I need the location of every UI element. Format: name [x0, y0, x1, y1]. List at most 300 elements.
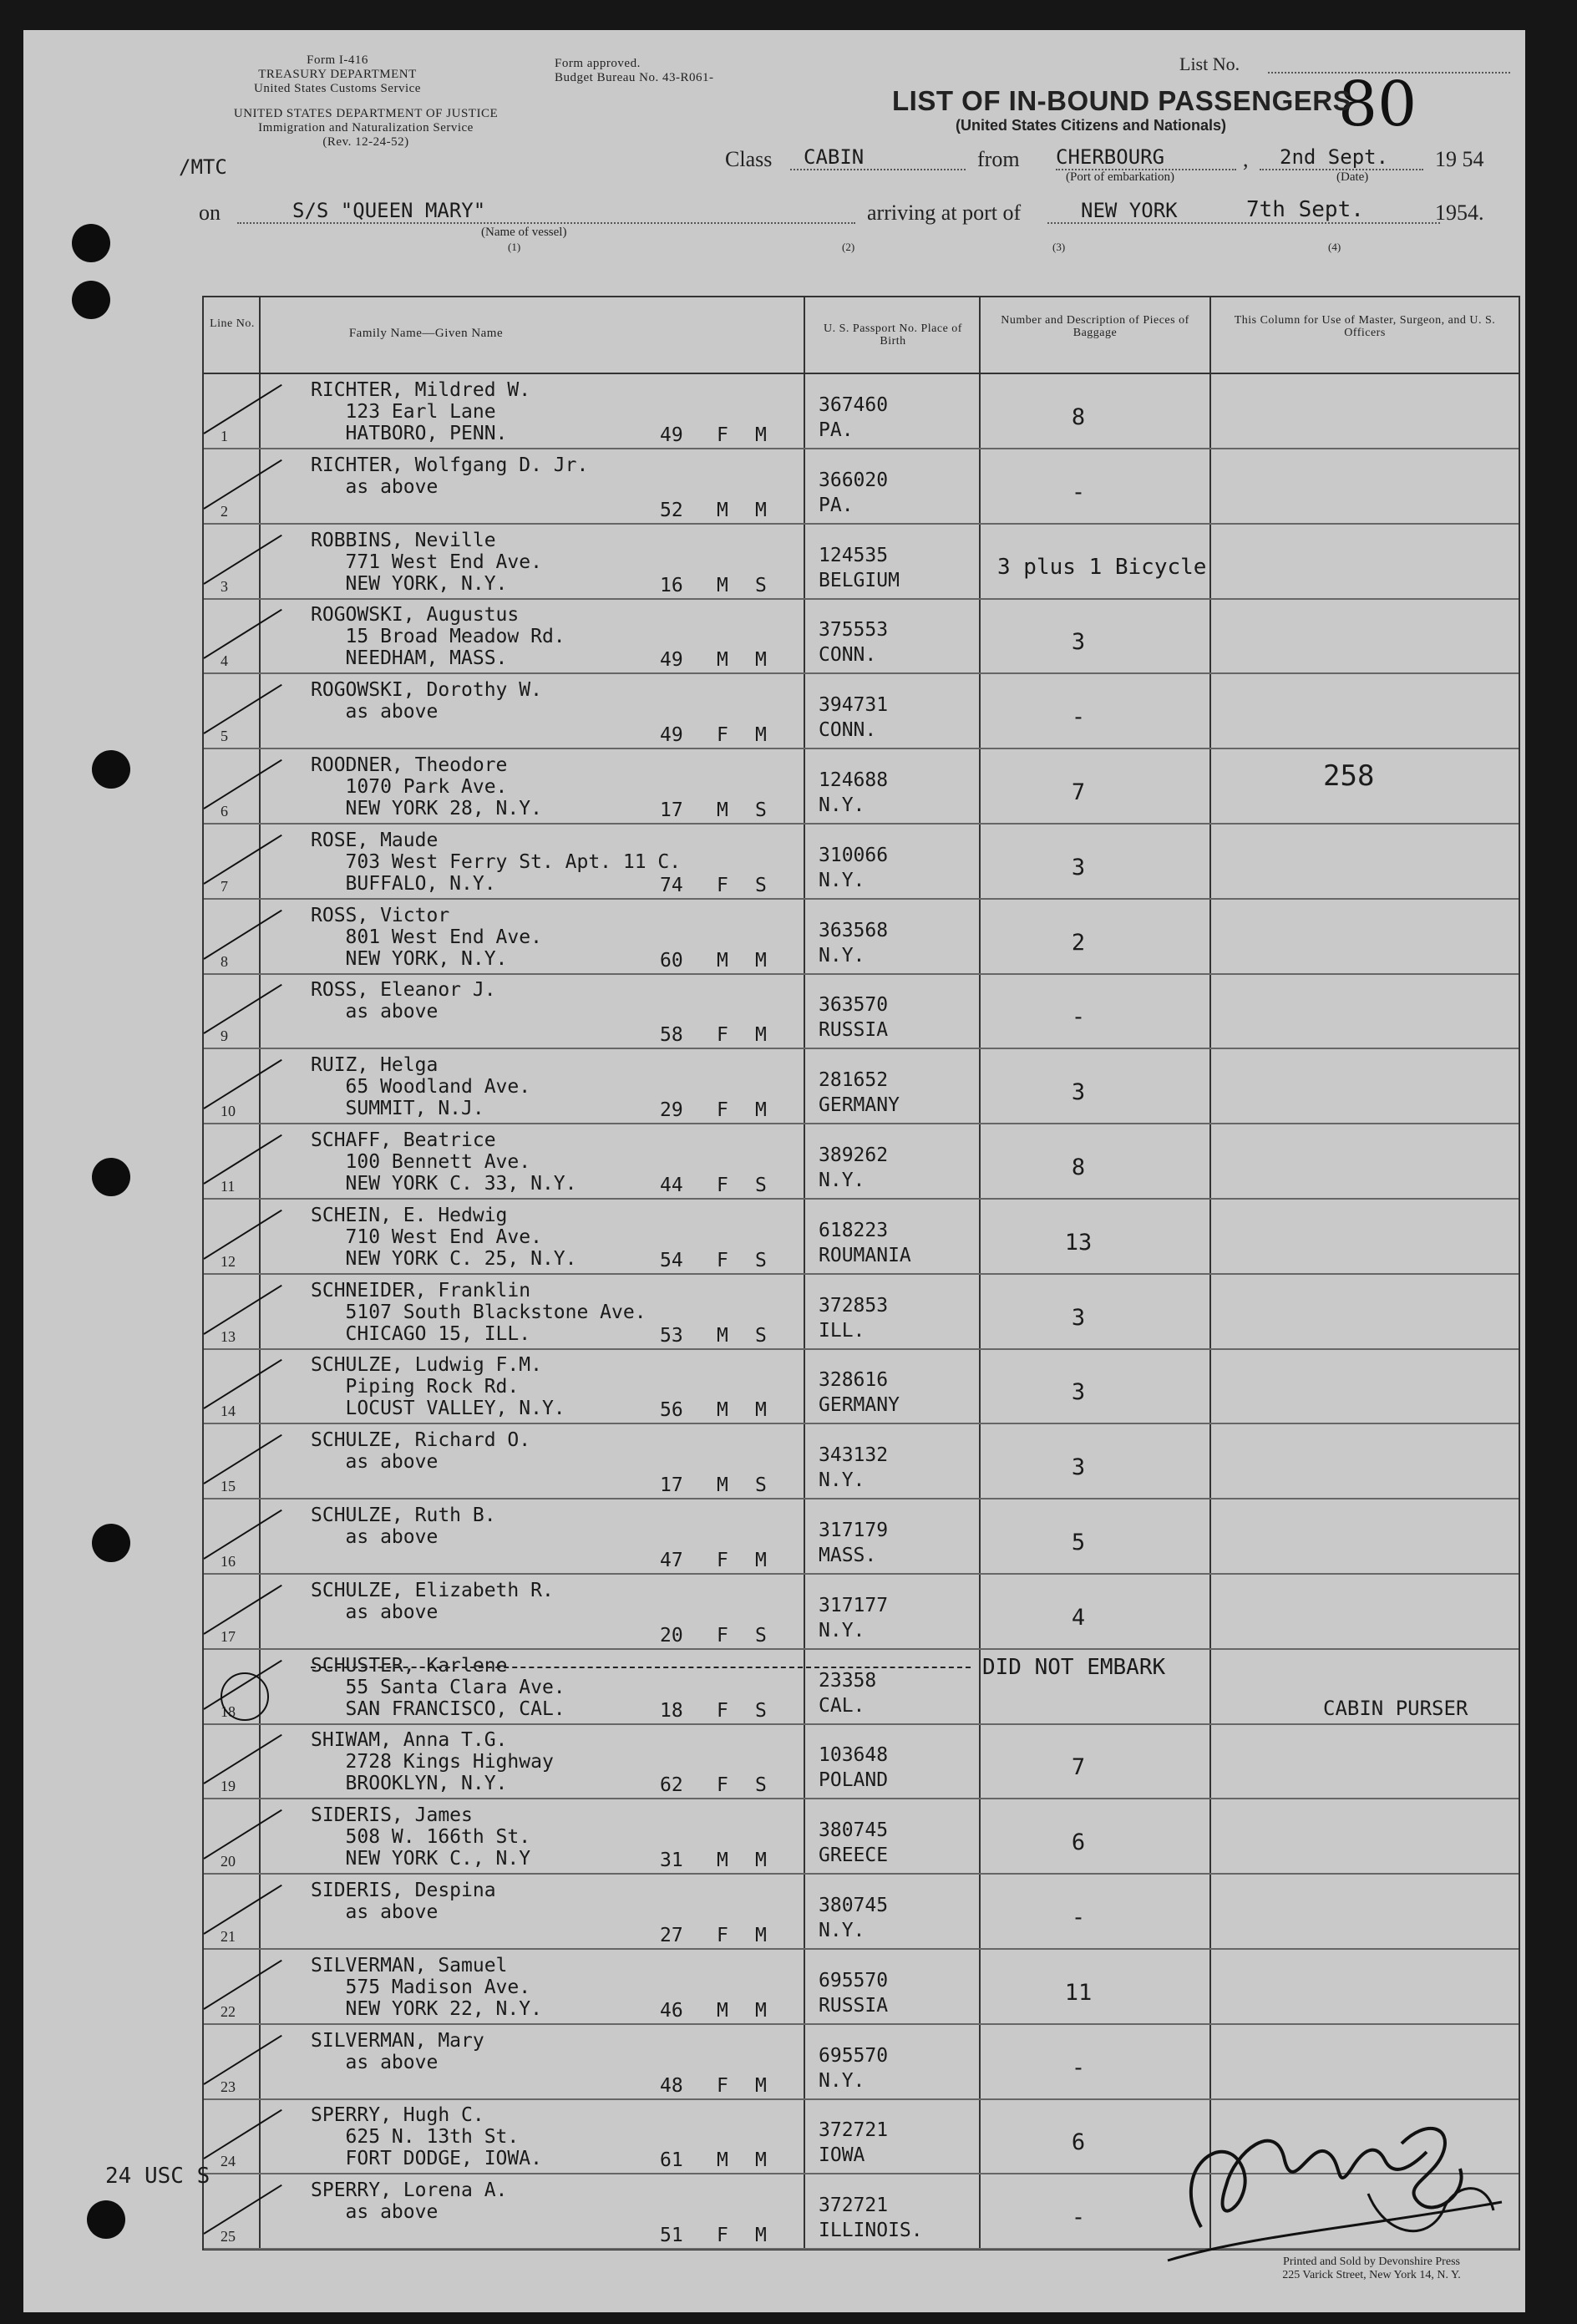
officer-note: CABIN PURSER — [1323, 1696, 1468, 1720]
passenger-address: as above — [311, 475, 439, 498]
signature-icon — [1151, 2068, 1519, 2286]
passenger-sex: F — [717, 1774, 728, 1797]
line-number: 7 — [221, 877, 228, 895]
check-mark-icon — [203, 2109, 281, 2159]
line-number: 8 — [221, 952, 228, 970]
passenger-age: 49 — [660, 649, 683, 672]
passenger-address: 15 Broad Meadow Rd. — [311, 626, 565, 648]
from-label: from — [977, 147, 1020, 171]
line-number: 21 — [221, 1928, 236, 1945]
passport-number: 124535 — [819, 544, 889, 566]
baggage-count: 3 — [1071, 1304, 1086, 1331]
caption-1: (1) — [508, 241, 521, 253]
place-of-birth: PA. — [819, 419, 854, 441]
check-mark-icon — [203, 835, 281, 885]
passport-number: 372721 — [819, 2195, 889, 2217]
check-mark-icon — [203, 1809, 281, 1860]
line-number: 16 — [221, 1553, 236, 1570]
passenger-sex: F — [717, 1175, 728, 1196]
passenger-marital-status: M — [755, 1399, 767, 1422]
place-of-birth: ILLINOIS. — [819, 2220, 923, 2242]
table-row — [204, 1950, 1519, 2025]
passenger-marital-status: M — [755, 1099, 767, 1122]
table-row — [204, 525, 1519, 600]
form-approved: Form approved. — [555, 57, 641, 70]
passenger-name: SCHAFF, Beatrice — [311, 1129, 496, 1151]
manifest-sheet — [23, 30, 1525, 2312]
passenger-city: NEW YORK 28, N.Y. — [311, 798, 542, 819]
passenger-city: NEW YORK C. 25, N.Y. — [311, 1247, 577, 1270]
binder-hole — [92, 1524, 130, 1562]
baggage-count: 13 — [1064, 1229, 1093, 1256]
passport-number: 363568 — [819, 919, 889, 941]
col-header-passport: U. S. Passport No. Place of Birth — [824, 322, 962, 348]
passenger-address: 801 West End Ave. — [311, 926, 542, 948]
check-mark-icon — [203, 1885, 281, 1935]
passenger-marital-status: S — [755, 1474, 767, 1497]
passenger-marital-status: M — [755, 1999, 767, 2022]
passenger-marital-status: S — [755, 1774, 767, 1797]
check-mark-icon — [203, 984, 281, 1034]
class-line — [790, 169, 966, 170]
baggage-count: 5 — [1071, 1530, 1086, 1555]
line-number: 3 — [221, 577, 228, 595]
binder-hole — [72, 224, 110, 262]
place-of-birth: N.Y. — [819, 869, 865, 891]
mtc-mark: /MTC — [179, 155, 227, 179]
passport-number: 103648 — [819, 1744, 889, 1767]
passenger-address: Piping Rock Rd. — [311, 1376, 520, 1398]
passenger-sex: F — [717, 2074, 728, 2097]
passenger-marital-status: S — [755, 574, 767, 596]
table-row — [204, 1575, 1519, 1650]
baggage-count: 3 — [1071, 1079, 1086, 1106]
baggage-count: 4 — [1071, 1604, 1086, 1631]
passenger-sex: F — [717, 424, 728, 446]
baggage-count: 11 — [1064, 1979, 1093, 2006]
passenger-name: SCHUSTER, Karlene — [311, 1654, 508, 1677]
passenger-sex: M — [717, 574, 728, 596]
place-of-birth: GERMANY — [819, 1094, 900, 1117]
passenger-marital-status: S — [755, 1249, 767, 1271]
passenger-name: ROODNER, Theodore — [311, 754, 508, 776]
table-row — [204, 825, 1519, 900]
table-row — [204, 449, 1519, 525]
passenger-age: 17 — [660, 799, 683, 821]
caption-4: (4) — [1328, 241, 1341, 253]
passenger-city: NEW YORK C. 33, N.Y. — [311, 1173, 577, 1195]
class-label: Class — [725, 147, 773, 171]
passenger-marital-status: S — [755, 799, 767, 821]
passenger-address: 710 West End Ave. — [311, 1225, 542, 1248]
passenger-marital-status: M — [755, 499, 767, 521]
line-number: 24 — [221, 2153, 236, 2170]
passenger-age: 18 — [660, 1699, 683, 1722]
passenger-age: 51 — [660, 2225, 683, 2247]
place-of-birth: ILL. — [819, 1319, 865, 1342]
passenger-age: 58 — [660, 1024, 683, 1047]
class-value: CABIN — [804, 145, 865, 169]
check-mark-icon — [203, 534, 281, 584]
passenger-marital-status: M — [755, 2149, 767, 2172]
passenger-name: RUIZ, Helga — [311, 1054, 439, 1077]
check-mark-icon — [203, 1960, 281, 2010]
passenger-sex: M — [717, 1474, 728, 1497]
passenger-age: 48 — [660, 2074, 683, 2097]
check-mark-icon — [203, 759, 281, 809]
passenger-name: SCHNEIDER, Franklin — [311, 1279, 531, 1302]
passport-number: 389262 — [819, 1144, 889, 1166]
check-mark-icon — [203, 909, 281, 959]
baggage-count: DID NOT EMBARK — [982, 1654, 1166, 1680]
passenger-address: 100 Bennett Ave. — [311, 1151, 531, 1173]
place-of-birth: IOWA — [819, 2144, 865, 2167]
passport-number: 375553 — [819, 619, 889, 642]
passenger-address: as above — [311, 2201, 439, 2224]
passenger-age: 20 — [660, 1624, 683, 1647]
passenger-name: SILVERMAN, Samuel — [311, 1954, 508, 1976]
passenger-address: 55 Santa Clara Ave. — [311, 1676, 565, 1698]
passenger-sex: M — [717, 799, 728, 821]
passenger-age: 52 — [660, 499, 683, 521]
passenger-sex: F — [717, 1249, 728, 1271]
passenger-sex: M — [717, 1999, 728, 2022]
form-header-left — [212, 53, 463, 96]
margin-note: 24 USC S — [105, 2164, 210, 2189]
passenger-name: ROSS, Victor — [311, 904, 450, 926]
check-mark-icon — [203, 459, 281, 510]
arrival-date: 7th Sept. — [1246, 197, 1364, 222]
line-number: 17 — [221, 1627, 236, 1645]
passenger-sex: F — [717, 724, 728, 747]
passenger-name: SCHULZE, Ludwig F.M. — [311, 1354, 542, 1377]
place-of-birth: N.Y. — [819, 1619, 865, 1642]
passenger-age: 27 — [660, 1925, 683, 1946]
place-of-birth: POLAND — [819, 1769, 889, 1792]
binder-hole — [92, 1158, 130, 1196]
line-number: 12 — [221, 1252, 236, 1270]
check-mark-icon — [203, 384, 281, 434]
passenger-address: as above — [311, 1526, 439, 1548]
passenger-address: as above — [311, 2051, 439, 2073]
line-number: 5 — [221, 728, 228, 745]
passenger-name: SPERRY, Hugh C. — [311, 2104, 484, 2127]
passport-number: 372721 — [819, 2119, 889, 2142]
baggage-count: 3 — [1071, 629, 1086, 656]
table-row — [204, 1724, 1519, 1799]
table-row — [204, 1799, 1519, 1875]
check-mark-icon — [203, 1434, 281, 1484]
passenger-name: ROGOWSKI, Dorothy W. — [311, 679, 542, 702]
line-number: 13 — [221, 1327, 236, 1345]
check-mark-icon — [203, 2184, 281, 2235]
place-of-birth: MASS. — [819, 1545, 877, 1566]
printer-address: 225 Varick Street, New York 14, N. Y. — [1282, 2269, 1461, 2281]
check-mark-icon — [203, 1134, 281, 1185]
table-row — [204, 674, 1519, 749]
check-mark-icon — [203, 1585, 281, 1635]
table-row — [204, 1200, 1519, 1275]
passenger-sex: M — [717, 1399, 728, 1422]
passport-number: 124688 — [819, 769, 889, 791]
passenger-name: SHIWAM, Anna T.G. — [311, 1729, 508, 1752]
passport-number: 366020 — [819, 469, 889, 491]
passenger-marital-status: M — [755, 1925, 767, 1946]
place-of-birth: N.Y. — [819, 1170, 865, 1191]
passenger-sex: M — [717, 499, 728, 521]
passenger-marital-status: M — [755, 649, 767, 672]
table-row — [204, 1650, 1519, 1725]
baggage-count: 6 — [1071, 2129, 1086, 2156]
list-number-handwritten: 80 — [1338, 69, 1417, 140]
table-row — [204, 974, 1519, 1049]
arrival-port: NEW YORK — [1081, 199, 1178, 222]
passenger-marital-status: S — [755, 1175, 767, 1196]
passenger-marital-status: M — [755, 2074, 767, 2097]
baggage-count: 6 — [1071, 1829, 1086, 1856]
line-number: 9 — [221, 1028, 228, 1045]
baggage-count: 3 — [1071, 854, 1086, 880]
budget-block — [555, 57, 755, 85]
place-of-birth: CAL. — [819, 1694, 865, 1717]
line-number: 4 — [221, 652, 228, 670]
table-row — [204, 1349, 1519, 1424]
line-number: 19 — [221, 1778, 236, 1795]
passenger-address: 625 N. 13th St. — [311, 2126, 520, 2149]
place-of-birth: ROUMANIA — [819, 1244, 911, 1266]
passport-number: 695570 — [819, 2044, 889, 2067]
passenger-age: 61 — [660, 2149, 683, 2172]
passenger-city: NEW YORK 22, N.Y. — [311, 1997, 542, 2020]
passenger-marital-status: M — [755, 949, 767, 972]
passenger-sex: M — [717, 1850, 728, 1872]
place-of-birth: N.Y. — [819, 2069, 865, 2092]
check-mark-icon — [203, 1734, 281, 1784]
passenger-age: 49 — [660, 424, 683, 446]
line-number: 25 — [221, 2228, 236, 2245]
comma: , — [1243, 147, 1249, 171]
line-number: 11 — [221, 1178, 236, 1195]
vessel-name: S/S "QUEEN MARY" — [292, 199, 486, 222]
port-caption: (Port of embarkation) — [1066, 170, 1174, 184]
passenger-name: ROBBINS, Neville — [311, 529, 496, 551]
passenger-name: SILVERMAN, Mary — [311, 2029, 484, 2052]
passenger-city: FORT DODGE, IOWA. — [311, 2148, 542, 2170]
circle-mark — [221, 1672, 269, 1721]
caption-3: (3) — [1052, 241, 1066, 253]
col-header-officers: This Column for Use of Master, Surgeon, and U. S. Officers — [1234, 314, 1496, 339]
passenger-age: 29 — [660, 1099, 683, 1122]
date-value: 2nd Sept. — [1280, 145, 1389, 169]
passenger-address: 771 West End Ave. — [311, 551, 542, 573]
baggage-count: 3 plus 1 Bicycle — [997, 554, 1207, 580]
passport-number: 618223 — [819, 1219, 889, 1241]
passenger-marital-status: M — [755, 2225, 767, 2247]
table-row — [204, 1499, 1519, 1575]
passport-number: 363570 — [819, 994, 889, 1017]
check-mark-icon — [203, 2034, 281, 2084]
passenger-marital-status: M — [755, 1550, 767, 1571]
line-number: 22 — [221, 2002, 236, 2020]
passenger-name: RICHTER, Mildred W. — [311, 379, 531, 401]
passenger-marital-status: M — [755, 724, 767, 747]
passenger-address: 2728 Kings Highway — [311, 1751, 554, 1773]
strike-line — [311, 1667, 971, 1668]
document-title: LIST OF IN-BOUND PASSENGERS — [892, 85, 1352, 116]
place-of-birth: N.Y. — [819, 944, 865, 967]
vessel-caption: (Name of vessel) — [481, 226, 567, 239]
binder-hole — [72, 281, 110, 319]
passport-number: 23358 — [819, 1669, 877, 1692]
passport-number: 695570 — [819, 1969, 889, 1992]
passenger-address: as above — [311, 1001, 439, 1023]
customs-service: United States Customs Service — [254, 82, 421, 95]
passenger-address: 703 West Ferry St. Apt. 11 C. — [311, 850, 682, 873]
passenger-age: 47 — [660, 1550, 683, 1571]
passenger-city: SAN FRANCISCO, CAL. — [311, 1697, 565, 1720]
passenger-city: BUFFALO, N.Y. — [311, 872, 496, 895]
passport-number: 394731 — [819, 694, 889, 717]
line-number: 1 — [221, 428, 228, 444]
table-row — [204, 1124, 1519, 1200]
passport-number: 367460 — [819, 394, 889, 416]
passenger-address: 5107 South Blackstone Ave. — [311, 1301, 647, 1323]
table-row — [204, 1875, 1519, 1950]
passenger-name: ROSE, Maude — [311, 829, 439, 851]
baggage-count: - — [1071, 1905, 1086, 1931]
place-of-birth: CONN. — [819, 719, 877, 742]
passenger-age: 54 — [660, 1249, 683, 1271]
passenger-age: 56 — [660, 1399, 683, 1422]
baggage-count: - — [1071, 1004, 1086, 1031]
passenger-age: 74 — [660, 874, 683, 896]
passenger-marital-status: S — [755, 1324, 767, 1347]
from-value: CHERBOURG — [1056, 145, 1165, 169]
table-row — [204, 1049, 1519, 1124]
line-number: 2 — [221, 502, 228, 520]
baggage-count: - — [1071, 2054, 1086, 2081]
passenger-sex: F — [717, 2225, 728, 2247]
passenger-sex: F — [717, 1099, 728, 1122]
arrival-line — [1047, 222, 1440, 224]
passenger-sex: M — [717, 649, 728, 672]
table-row — [204, 1424, 1519, 1499]
passenger-marital-status: M — [755, 1850, 767, 1872]
place-of-birth: N.Y. — [819, 1920, 865, 1941]
passenger-marital-status: M — [755, 1024, 767, 1047]
line-number: 6 — [221, 803, 228, 819]
passenger-city: CHICAGO 15, ILL. — [311, 1322, 531, 1345]
baggage-count: - — [1071, 704, 1086, 731]
date-caption: (Date) — [1336, 170, 1369, 184]
line-number: 20 — [221, 1853, 236, 1870]
passenger-age: 46 — [660, 1999, 683, 2022]
passenger-name: SPERRY, Lorena A. — [311, 2179, 508, 2202]
passenger-name: RICHTER, Wolfgang D. Jr. — [311, 454, 589, 476]
revision: (Rev. 12-24-52) — [322, 135, 409, 149]
passenger-city: LOCUST VALLEY, N.Y. — [311, 1398, 565, 1420]
col-header-line: Line No. — [210, 317, 255, 330]
place-of-birth: CONN. — [819, 644, 877, 667]
officer-note: 258 — [1323, 759, 1375, 793]
place-of-birth: N.Y. — [819, 794, 865, 816]
passenger-address: 123 Earl Lane — [311, 401, 496, 423]
passenger-name: SCHULZE, Ruth B. — [311, 1505, 496, 1526]
check-mark-icon — [203, 1284, 281, 1334]
passenger-sex: M — [717, 2149, 728, 2172]
place-of-birth: GREECE — [819, 1844, 889, 1867]
check-mark-icon — [203, 1510, 281, 1560]
passenger-sex: F — [717, 874, 728, 896]
table-row — [204, 1275, 1519, 1350]
passenger-age: 62 — [660, 1774, 683, 1797]
document-subtitle: (United States Citizens and Nationals) — [956, 117, 1227, 134]
passenger-age: 49 — [660, 724, 683, 747]
baggage-count: 8 — [1071, 404, 1086, 430]
form-number: Form I-416 — [307, 53, 368, 67]
passenger-name: SIDERIS, James — [311, 1804, 473, 1827]
passenger-marital-status: S — [755, 1624, 767, 1647]
passenger-name: SCHULZE, Richard O. — [311, 1429, 531, 1452]
table-row — [204, 374, 1519, 449]
check-mark-icon — [203, 1210, 281, 1260]
passenger-address: 575 Madison Ave. — [311, 1976, 531, 1998]
passenger-marital-status: S — [755, 1699, 767, 1722]
passenger-city: NEW YORK C., N.Y — [311, 1848, 531, 1870]
year-2: 1954. — [1435, 200, 1484, 225]
passenger-sex: M — [717, 1324, 728, 1347]
arriving-label: arriving at port of — [867, 200, 1022, 225]
vessel-line — [237, 222, 855, 224]
check-mark-icon — [203, 1059, 281, 1109]
place-of-birth: GERMANY — [819, 1394, 900, 1417]
justice-dept: UNITED STATES DEPARTMENT OF JUSTICE — [233, 107, 499, 120]
passenger-age: 53 — [660, 1324, 683, 1347]
passenger-age: 16 — [660, 574, 683, 596]
passenger-name: SIDERIS, Despina — [311, 1880, 496, 1901]
binder-hole — [92, 750, 130, 789]
passport-number: 317177 — [819, 1594, 889, 1616]
place-of-birth: N.Y. — [819, 1469, 865, 1492]
passenger-sex: M — [717, 949, 728, 972]
passenger-city: SUMMIT, N.J. — [311, 1098, 484, 1120]
baggage-count: 3 — [1071, 1454, 1086, 1481]
justice-block — [190, 107, 541, 150]
table-row — [204, 900, 1519, 975]
passenger-address: 65 Woodland Ave. — [311, 1076, 531, 1099]
passport-number: 328616 — [819, 1369, 889, 1392]
passenger-age: 31 — [660, 1850, 683, 1872]
place-of-birth: RUSSIA — [819, 1019, 889, 1042]
budget-bureau: Budget Bureau No. 43-R061- — [555, 71, 714, 84]
passenger-age: 60 — [660, 949, 683, 972]
passenger-name: ROSS, Eleanor J. — [311, 979, 496, 1002]
passenger-address: as above — [311, 701, 439, 723]
passport-number: 310066 — [819, 844, 889, 866]
baggage-count: 3 — [1071, 1379, 1086, 1406]
line-number: 14 — [221, 1403, 236, 1420]
passenger-name: SCHULZE, Elizabeth R. — [311, 1579, 554, 1601]
binder-hole — [87, 2200, 125, 2239]
baggage-count: 2 — [1071, 929, 1086, 956]
passenger-sex: F — [717, 1024, 728, 1047]
passenger-age: 17 — [660, 1474, 683, 1497]
line-number: 15 — [221, 1478, 236, 1495]
list-no-label: List No. — [1179, 53, 1240, 74]
passenger-sex: F — [717, 1624, 728, 1647]
place-of-birth: PA. — [819, 494, 854, 516]
check-mark-icon — [203, 1359, 281, 1409]
